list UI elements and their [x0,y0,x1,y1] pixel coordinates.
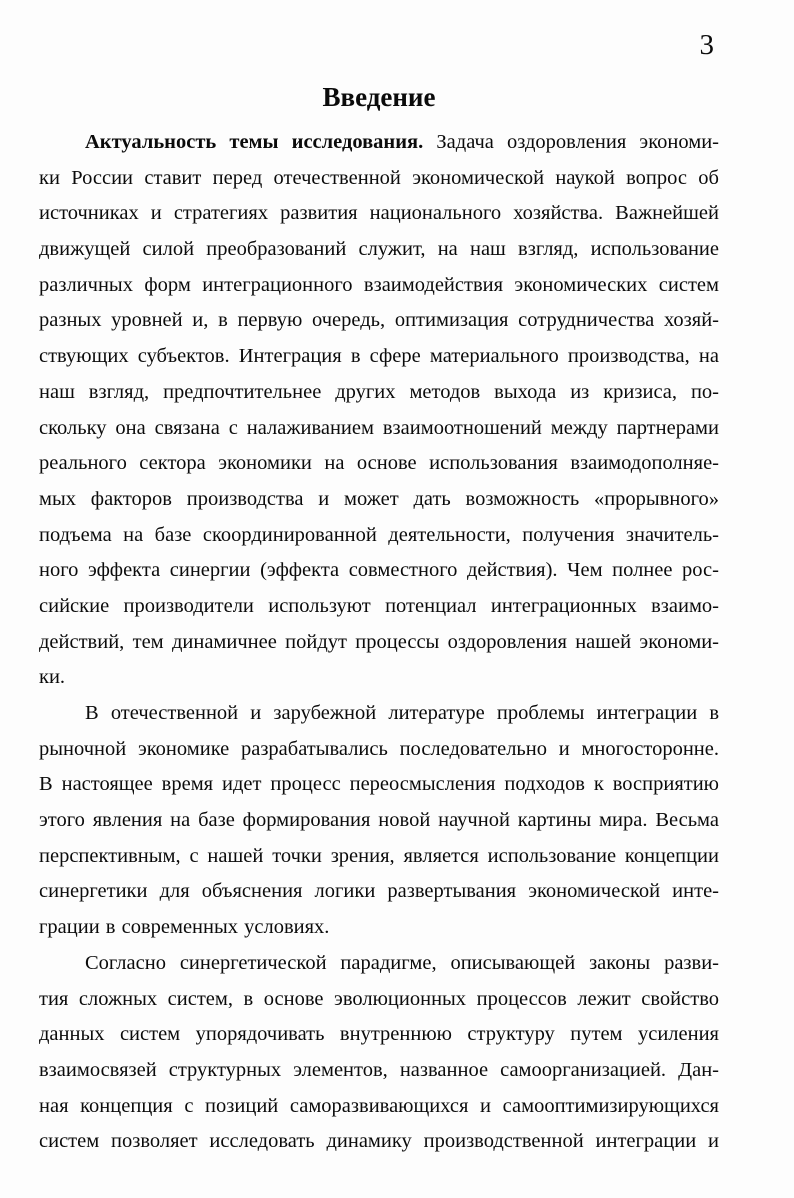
text-line: ствующих субъектов. Интеграция в сфере материального производства, на [39,345,719,368]
text-line: ки. [39,666,66,689]
paragraph [39,125,719,696]
text-line: грации в современных условиях. [39,916,330,939]
section-heading: Введение [322,82,436,112]
text-line: В отечественной и зарубежной литературе проблемы интеграции в [85,702,719,724]
paragraph [39,946,719,1160]
text-line: В настоящее время идет процесс переосмысления подходов к восприятию [39,773,719,796]
text-line: движущей силой преобразований служит, на наш взгляд, использование [39,238,719,261]
text-line: синергетики для объяснения логики развертывания экономической инте- [39,880,719,903]
text-line: мых факторов производства и может дать возможность «прорывного» [39,487,719,510]
text-line: ная концепция с позиций саморазвивающихся и самооптимизирующихся [39,1094,719,1117]
text-line: скольку она связана с налаживанием взаимоотношений между партнерами [39,416,719,439]
text-line: рыночной экономике разрабатывались последовательно и многосторонне. [39,737,719,760]
page-number: 3 [699,29,714,61]
paragraph [39,696,719,946]
text-line: подъема на базе скоординированной деятельности, получения значитель- [39,523,719,546]
body-text [39,125,719,1160]
text-line: сийские производители используют потенциал интеграционных взаимо- [39,594,719,617]
text-line: данных систем упорядочивать внутреннюю структуру путем усиления [39,1023,719,1046]
text-line: разных уровней и, в первую очередь, оптимизация сотрудничества хозяй- [39,309,719,332]
text-line: Согласно синергетической парадигме, описывающей законы разви- [85,951,719,974]
text-line: реального сектора экономики на основе использования взаимодополняе- [39,452,719,475]
text-line: тия сложных систем, в основе эволюционных процессов лежит свойство [39,987,719,1010]
text-line: действий, тем динамичнее пойдут процессы оздоровления нашей экономи- [39,630,719,653]
text-line: перспективным, с нашей точки зрения, является использование концепции [39,844,719,867]
bold-lead-phrase: Актуальность темы исследования. [85,131,424,153]
text-line: различных форм интеграционного взаимодействия экономических систем [39,273,719,296]
text-line: источниках и стратегиях развития национального хозяйства. Важнейшей [39,202,719,225]
text-line: ного эффекта синергии (эффекта совместного действия). Чем полнее рос- [39,559,719,582]
text-line: взаимосвязей структурных элементов, названное самоорганизацией. Дан- [39,1058,719,1081]
text-line: наш взгляд, предпочтительнее других методов выхода из кризиса, по- [39,380,719,403]
text-line: систем позволяет исследовать динамику производственной интеграции и [39,1130,719,1153]
text-line: этого явления на базе формирования новой научной картины мира. Весьма [39,809,719,832]
text-line: ки России ставит перед отечественной экономической наукой вопрос об [39,166,719,189]
text-line: Актуальность темы исследования. Задача оздоровления экономи- [85,131,719,153]
